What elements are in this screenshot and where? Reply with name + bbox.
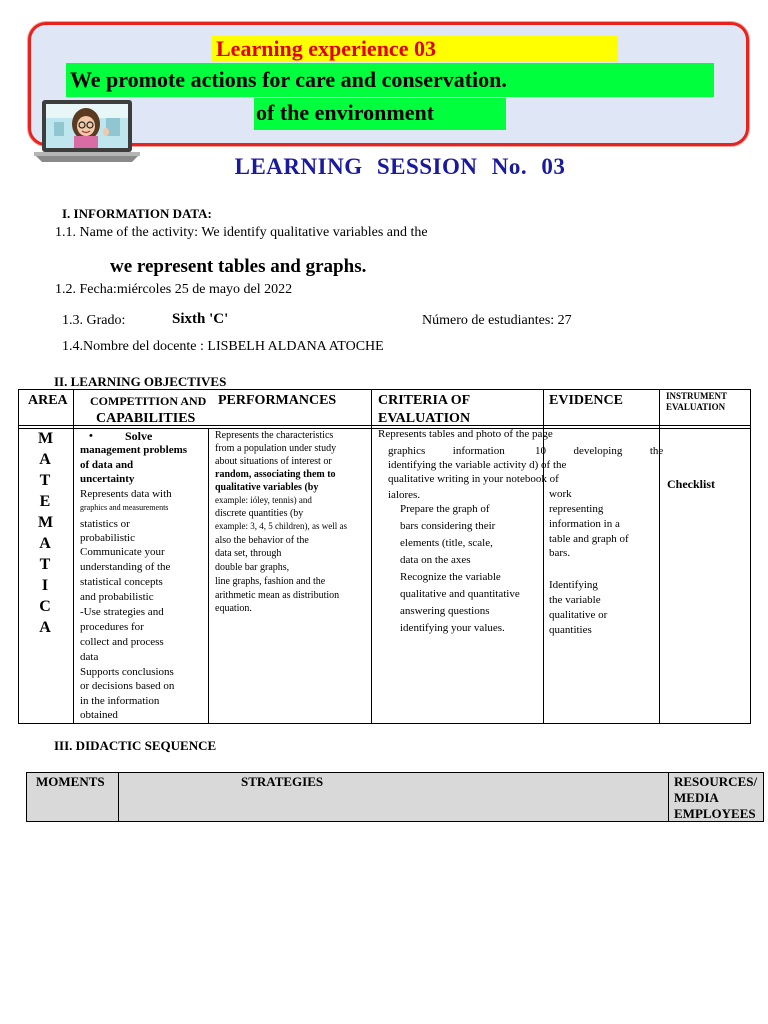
competition-line: probabilistic xyxy=(80,532,135,544)
evidence-line: bars. xyxy=(549,547,571,559)
criteria-line: qualitative and quantitative xyxy=(400,588,520,600)
header-instrument-1: INSTRUMENT xyxy=(666,391,728,401)
estudiantes-count: Número de estudiantes: 27 xyxy=(422,313,572,328)
evidence-line: table and graph of xyxy=(549,533,629,545)
criteria-line: data on the axes xyxy=(400,554,471,566)
criteria-line: qualitative writing in your notebook of xyxy=(388,473,559,485)
performance-line: example: ióley, tennis) and xyxy=(215,495,312,505)
moments-header: MOMENTS xyxy=(36,774,105,789)
didactic-table-header xyxy=(26,772,764,822)
competition-line: and probabilistic xyxy=(80,591,154,603)
competition-line: Supports conclusions xyxy=(80,666,174,678)
performance-line: double bar graphs, xyxy=(215,562,290,573)
competition-line: or decisions based on xyxy=(80,680,175,692)
objectives-heading: II. LEARNING OBJECTIVES xyxy=(54,374,227,389)
header-area: AREA xyxy=(28,393,68,408)
competition-line: graphics and measurements xyxy=(80,503,169,512)
didactic-heading: III. DIDACTIC SEQUENCE xyxy=(54,738,217,753)
competition-line: statistics or xyxy=(80,518,130,530)
strategies-header: STRATEGIES xyxy=(241,774,324,789)
experience-subtitle-line1: We promote actions for care and conservation. xyxy=(66,63,714,97)
performance-line: data set, through xyxy=(215,548,282,559)
criteria-line: identifying the variable activity d) of the xyxy=(388,459,567,471)
performance-line: discrete quantities (by xyxy=(215,508,304,519)
performance-line: qualitative variables (by xyxy=(215,482,319,493)
competition-title: Solve xyxy=(125,429,153,443)
resources-header xyxy=(674,774,757,822)
area-letter: E xyxy=(39,493,51,510)
competition-title: of data and xyxy=(80,459,134,471)
area-letter: A xyxy=(39,451,51,468)
criteria-line: elements (title, scale, xyxy=(400,537,493,549)
criteria-line: Prepare the graph of xyxy=(400,503,490,515)
resources-line: MEDIA xyxy=(674,790,719,805)
area-letter: A xyxy=(39,619,51,636)
criteria-line: graphics information 10 developing the xyxy=(388,445,664,457)
evidence-line: the variable xyxy=(549,594,601,606)
header-evidence: EVIDENCE xyxy=(549,393,623,408)
competition-line: in the information xyxy=(80,695,160,707)
performance-line: arithmetic mean as distribution xyxy=(215,590,340,601)
evidence-line: qualitative or xyxy=(549,609,608,621)
grado-label: 1.3. Grado: xyxy=(62,313,126,328)
fecha-line: 1.2. Fecha:miércoles 25 de mayo del 2022 xyxy=(55,282,293,297)
header-capabilities: CAPABILITIES xyxy=(96,411,196,426)
docente-name: 1.4.Nombre del docente : LISBELH ALDANA ATOCHE xyxy=(62,339,384,354)
header-criteria-1: CRITERIA OF xyxy=(378,393,471,408)
resources-line: RESOURCES/ xyxy=(674,774,758,789)
evidence-line: Identifying xyxy=(549,579,598,591)
learning-experience-title: Learning experience 03 xyxy=(212,36,618,62)
header-performances: PERFORMANCES xyxy=(218,393,337,408)
competition-line: data xyxy=(80,651,99,663)
criteria-line: identifying your values. xyxy=(400,622,505,634)
performance-line: equation. xyxy=(215,603,252,614)
criteria-line: bars considering their xyxy=(400,520,496,532)
area-letter: C xyxy=(39,598,51,615)
competition-line: obtained xyxy=(80,709,118,721)
info-heading: I. INFORMATION DATA: xyxy=(62,206,212,221)
activity-name-cont: we represent tables and graphs. xyxy=(110,256,367,277)
header-competition: COMPETITION AND xyxy=(90,394,207,408)
performance-line: random, associating them to xyxy=(215,469,336,480)
competition-line: collect and process xyxy=(80,636,164,648)
instrument-checklist: Checklist xyxy=(667,477,715,491)
header-criteria-2: EVALUATION xyxy=(378,411,471,426)
competition-line: understanding of the xyxy=(80,561,171,573)
header-instrument-2: EVALUATION xyxy=(666,402,726,412)
grado-value: Sixth 'C' xyxy=(172,311,229,327)
area-letter: M xyxy=(38,430,54,447)
evidence-line: representing xyxy=(549,503,604,515)
experience-subtitle-line2: of the environment xyxy=(254,98,506,130)
competition-title: uncertainty xyxy=(80,473,135,485)
competition-line: statistical concepts xyxy=(80,576,163,588)
area-letter: M xyxy=(38,514,54,531)
area-letter: T xyxy=(39,556,51,573)
performance-line: about situations of interest or xyxy=(215,456,332,467)
performance-line: also the behavior of the xyxy=(215,535,309,546)
performance-line: example: 3, 4, 5 children), as well as xyxy=(215,521,347,531)
evidence-line: information in a xyxy=(549,518,620,530)
criteria-line: ialores. xyxy=(388,489,421,501)
area-letter: T xyxy=(39,472,51,489)
criteria-line: Represents tables and photo of the page xyxy=(378,428,553,440)
competition-title: management problems xyxy=(80,444,188,456)
session-title: LEARNING SESSION No. 03 xyxy=(234,154,566,179)
evidence-line: work xyxy=(549,488,572,500)
competition-line: -Use strategies and xyxy=(80,606,164,618)
area-letter: I xyxy=(41,577,49,594)
competition-bullet: • xyxy=(89,430,93,442)
area-letter: A xyxy=(39,535,51,552)
performance-line: from a population under study xyxy=(215,443,337,454)
criteria-line: Recognize the variable xyxy=(400,571,501,583)
resources-line: EMPLOYEES xyxy=(674,806,756,821)
performance-line: line graphs, fashion and the xyxy=(215,576,326,587)
competition-line: Represents data with xyxy=(80,488,172,500)
evidence-line: quantities xyxy=(549,624,592,636)
activity-name: 1.1. Name of the activity: We identify qualitative variables and the xyxy=(55,225,428,240)
competition-line: procedures for xyxy=(80,621,144,633)
criteria-line: answering questions xyxy=(400,605,490,617)
competition-line: Communicate your xyxy=(80,546,165,558)
performance-line: Represents the characteristics xyxy=(215,430,334,441)
